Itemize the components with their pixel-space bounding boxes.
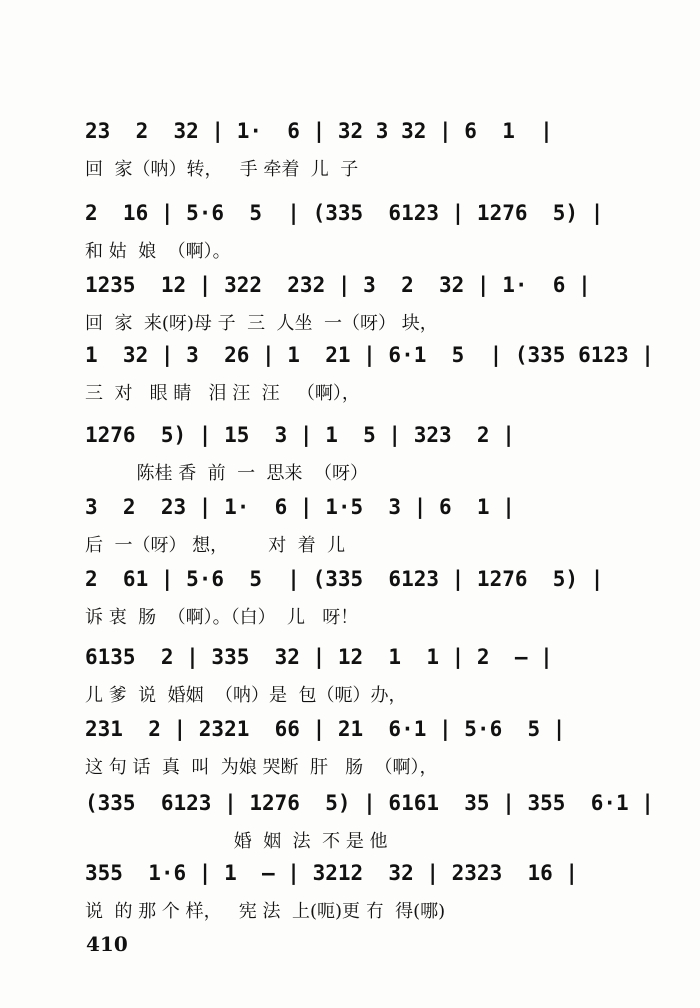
page-number: 410 [86, 932, 128, 956]
lyrics-line: 诉 衷 肠 （啊）。（白） 儿 呀！ [85, 607, 359, 628]
lyrics-line: 回 家 来(呀)母 子 三 人坐 一（呀） 块， [85, 313, 438, 334]
lyrics-line: 回 家（呐）转， 手 牵着 儿 子 [85, 159, 359, 180]
lyrics-line: 婚 姻 法 不 是 他 [85, 831, 388, 852]
jianpu-notes: 2 16 | 5·6 5 | (335 6123 | 1276 5) | [85, 201, 604, 225]
system-10 [85, 790, 654, 860]
system-3 [85, 272, 625, 342]
jianpu-notes: 231 2 | 2321 66 | 21 6·1 | 5·6 5 | [85, 717, 566, 741]
jianpu-notes: 23 2 32 | 1· 6 | 32 3 32 | 6 1 | [85, 119, 553, 143]
system-11 [85, 860, 625, 930]
lyrics-line: 陈桂 香 前 一 思来 （呀） [85, 463, 368, 484]
system-4 [85, 342, 654, 412]
system-5 [85, 422, 625, 492]
jianpu-notes: 1235 12 | 322 232 | 3 2 32 | 1· 6 | [85, 273, 591, 297]
lyrics-line: 儿 爹 说 婚姻 （呐）是 包（呃）办， [85, 685, 407, 706]
system-9 [85, 716, 625, 786]
jianpu-notes: (335 6123 | 1276 5) | 6161 35 | 355 6·1 | [85, 791, 654, 815]
system-7 [85, 566, 625, 636]
jianpu-notes: 1276 5) | 15 3 | 1 5 | 323 2 | [85, 423, 515, 447]
jianpu-notes: 2 61 | 5·6 5 | (335 6123 | 1276 5) | [85, 567, 604, 591]
lyrics-line: 和 姑 娘 （啊）。 [85, 241, 231, 262]
jianpu-notes: 6135 2 | 335 32 | 12 1 1 | 2 — | [85, 645, 553, 669]
system-6 [85, 494, 625, 564]
lyrics-line: 说 的 那 个 样， 宪 法 上(呃)更 冇 得(哪) [85, 901, 446, 922]
jianpu-notes: 3 2 23 | 1· 6 | 1·5 3 | 6 1 | [85, 495, 515, 519]
system-1 [85, 118, 625, 188]
system-8 [85, 644, 625, 714]
jianpu-notes: 355 1·6 | 1 — | 3212 32 | 2323 16 | [85, 861, 579, 885]
lyrics-line: 后 一（呀） 想， 对 着 儿 [85, 535, 346, 556]
lyrics-line: 这 句 话 真 叫 为娘 哭断 肝 肠 （啊）， [85, 757, 438, 778]
lyrics-line: 三 对 眼 睛 泪 汪 汪 （啊）， [85, 383, 360, 404]
jianpu-notes: 1 32 | 3 26 | 1 21 | 6·1 5 | (335 6123 | [85, 343, 654, 367]
system-2 [85, 200, 625, 270]
